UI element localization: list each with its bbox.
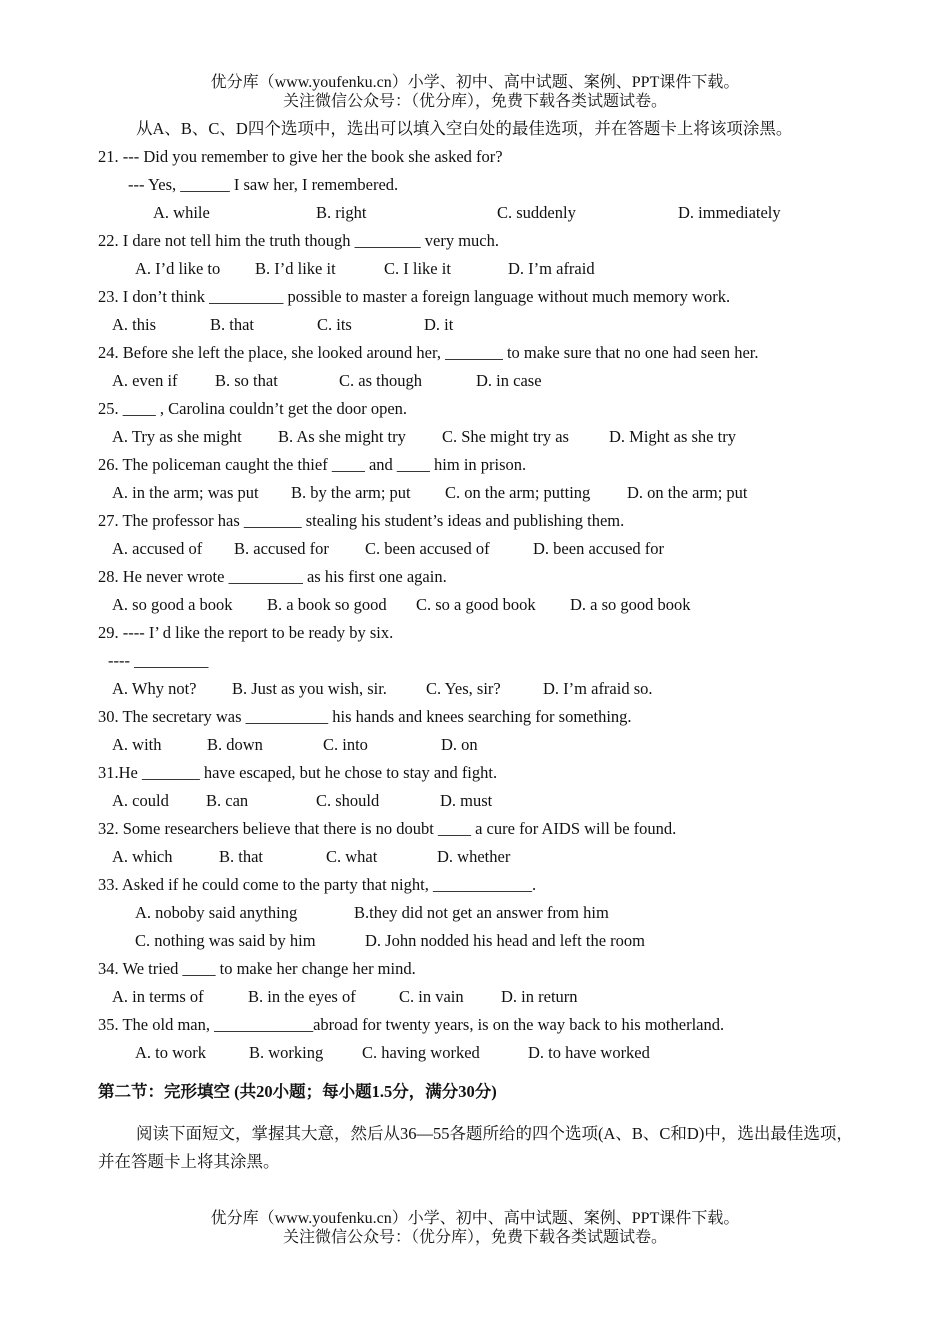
question-stem: 29. ---- I’ d like the report to be ready by six. <box>98 623 394 642</box>
option-a: A. Try as she might <box>112 427 242 446</box>
option-a: A. could <box>112 791 169 810</box>
option-b: B. a book so good <box>267 595 387 614</box>
option-b: B. As she might try <box>278 427 406 446</box>
option-b: B. right <box>316 203 367 222</box>
section-2-instruction: 阅读下面短文，掌握其大意，然后从36—55各题所给的四个选项(A、B、C和D)中，选出最佳选项，并在答题卡上将其涂黑。 <box>98 1124 853 1171</box>
option-b: B. Just as you wish, sir. <box>232 679 387 698</box>
question-stem: 33. Asked if he could come to the party that night, ____________. <box>98 875 537 894</box>
question-stem: 22. I dare not tell him the truth though ________ very much. <box>98 231 499 250</box>
options-row <box>98 479 868 507</box>
option-b: B. I’d like it <box>255 259 336 278</box>
question-stem: 27. The professor has _______ stealing his student’s ideas and publishing them. <box>98 511 625 530</box>
question-stem: 28. He never wrote _________ as his first one again. <box>98 567 447 586</box>
option-c: C. into <box>323 735 368 754</box>
option-d: D. it <box>424 315 454 334</box>
option-a: A. accused of <box>112 539 203 558</box>
option-d: D. I’m afraid <box>508 259 595 278</box>
option-d: D. I’m afraid so. <box>543 679 653 698</box>
option-c: C. nothing was said by him <box>135 931 316 950</box>
options-row <box>98 591 868 619</box>
options-row <box>98 787 868 815</box>
question-stem: 35. The old man, ____________abroad for twenty years, is on the way back to his motherland. <box>98 1015 725 1034</box>
option-b: B. that <box>219 847 263 866</box>
option-a: A. Why not? <box>112 679 197 698</box>
option-a: A. in terms of <box>112 987 204 1006</box>
option-b: B. that <box>210 315 254 334</box>
option-c: C. I like it <box>384 259 451 278</box>
options-row <box>98 199 868 227</box>
footer-line-1: 优分库（www.youfenku.cn）小学、初中、高中试题、案例、PPT课件下载。 <box>210 1210 740 1227</box>
options-row <box>98 983 868 1011</box>
option-a: A. in the arm; was put <box>112 483 259 502</box>
option-c: C. having worked <box>362 1043 480 1062</box>
question-stem: 30. The secretary was __________ his hands and knees searching for something. <box>98 707 632 726</box>
option-b: B. working <box>249 1043 324 1062</box>
option-b: B. can <box>206 791 249 810</box>
question-stem: 25. ____ , Carolina couldn’t get the door open. <box>98 399 408 418</box>
option-d: D. immediately <box>678 203 781 222</box>
options-row <box>98 843 868 871</box>
question-reply: --- Yes, ______ I saw her, I remembered. <box>128 175 399 194</box>
option-b: B. so that <box>215 371 278 390</box>
option-a: A. so good a book <box>112 595 233 614</box>
section-2-title: 第二节：完形填空 (共20小题；每小题1.5分，满分30分) <box>98 1082 497 1101</box>
option-a: A. this <box>112 315 157 334</box>
option-d: D. in case <box>476 371 542 390</box>
question-stem: 21. --- Did you remember to give her the book she asked for? <box>98 147 503 166</box>
page-header <box>0 73 950 111</box>
options-row <box>98 899 868 927</box>
question-stem: 26. The policeman caught the thief ____ and ____ him in prison. <box>98 455 527 474</box>
options-row <box>98 535 868 563</box>
section-intro: 从A、B、C、D四个选项中，选出可以填入空白处的最佳选项，并在答题卡上将该项涂黑。 <box>136 119 793 138</box>
option-d: D. must <box>440 791 493 810</box>
options-row <box>98 255 868 283</box>
page-footer <box>0 1209 950 1247</box>
option-c: C. on the arm; putting <box>445 483 591 502</box>
options-row <box>98 731 868 759</box>
options-row <box>98 675 868 703</box>
option-c: C. Yes, sir? <box>426 679 501 698</box>
option-b: B. by the arm; put <box>291 483 411 502</box>
option-d: D. a so good book <box>570 595 691 614</box>
option-a: A. noboby said anything <box>135 903 298 922</box>
option-a: A. which <box>112 847 173 866</box>
option-a: A. even if <box>112 371 178 390</box>
option-d: D. Might as she try <box>609 427 736 446</box>
option-c: C. so a good book <box>416 595 536 614</box>
option-d: D. whether <box>437 847 511 866</box>
footer-line-2: 关注微信公众号：（优分库），免费下载各类试题试卷。 <box>282 1229 667 1246</box>
option-c: C. suddenly <box>497 203 576 222</box>
options-row <box>98 423 868 451</box>
option-c: C. should <box>316 791 380 810</box>
header-line-1: 优分库（www.youfenku.cn）小学、初中、高中试题、案例、PPT课件下载。 <box>210 74 740 91</box>
option-a: A. I’d like to <box>135 259 221 278</box>
option-b: B. accused for <box>234 539 329 558</box>
option-c: C. been accused of <box>365 539 490 558</box>
option-d: D. on <box>441 735 478 754</box>
option-d: D. been accused for <box>533 539 665 558</box>
option-d: D. in return <box>501 987 578 1006</box>
option-b: B. in the eyes of <box>248 987 356 1006</box>
question-stem: 34. We tried ____ to make her change her mind. <box>98 959 416 978</box>
option-d: D. on the arm; put <box>627 483 748 502</box>
option-c: C. what <box>326 847 378 866</box>
question-stem: 32. Some researchers believe that there is no doubt ____ a cure for AIDS will be found. <box>98 819 677 838</box>
option-d: D. to have worked <box>528 1043 650 1062</box>
option-a: A. with <box>112 735 162 754</box>
header-line-2: 关注微信公众号：（优分库），免费下载各类试题试卷。 <box>282 93 667 110</box>
option-c: C. its <box>317 315 352 334</box>
option-b: B. down <box>207 735 263 754</box>
option-c: C. in vain <box>399 987 464 1006</box>
question-stem: 31.He _______ have escaped, but he chose to stay and fight. <box>98 763 498 782</box>
option-b: B.they did not get an answer from him <box>354 903 609 922</box>
options-row <box>98 1039 868 1067</box>
option-d: D. John nodded his head and left the room <box>365 931 645 950</box>
option-a: A. to work <box>135 1043 207 1062</box>
question-stem: 23. I don’t think _________ possible to master a foreign language without much memory work. <box>98 287 731 306</box>
question-section <box>98 115 868 1067</box>
options-row <box>98 927 868 955</box>
question-reply: ---- _________ <box>108 651 209 670</box>
options-row <box>98 311 868 339</box>
question-stem: 24. Before she left the place, she looked around her, _______ to make sure that no one had seen her. <box>98 343 759 362</box>
option-c: C. as though <box>339 371 422 390</box>
option-c: C. She might try as <box>442 427 569 446</box>
options-row <box>98 367 868 395</box>
option-a: A. while <box>153 203 210 222</box>
